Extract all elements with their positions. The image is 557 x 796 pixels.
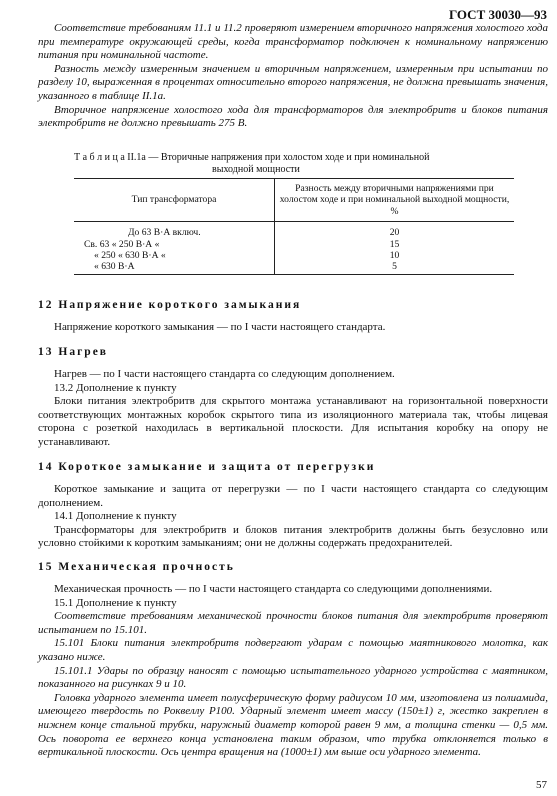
section-15-text-2: 15.1 Дополнение к пункту <box>54 596 177 609</box>
section-13-text-1: Нагрев — по I части настоящего стандарта со следующим дополнением. <box>54 368 395 380</box>
intro-paragraph-3: Вторичное напряжение холостого хода для трансформаторов для электробритв и блоков питания электробритв не должно превышать 275 В. <box>38 103 548 130</box>
row-value: 20 <box>389 227 400 239</box>
table-row <box>74 239 514 250</box>
intro-block <box>38 22 548 131</box>
intro-paragraph-1: Соответствие требованиям 11.1 и 11.2 проверяют измерением вторичного напряжения холостого хода при температуре окружающей среды, когда трансформатор подключен к номинальному напряжению питания при номинальной частоте. <box>38 22 548 62</box>
section-12-body <box>38 321 548 335</box>
table-row <box>74 222 514 239</box>
section-15-text-5: 15.101.1 Удары по образцу наносят с помощью испытательного ударного устройства с маятником, показанного на рисунках 9 и 10. <box>38 664 548 691</box>
section-13-title: 13 Нагрев <box>38 346 109 358</box>
section-15-title: 15 Механическая прочность <box>38 561 235 573</box>
page-number: 57 <box>536 779 547 791</box>
table-row <box>74 261 514 274</box>
section-12-text: Напряжение короткого замыкания — по I части настоящего стандарта. <box>54 321 386 333</box>
col-header-difference: Разность между вторичными напряжениями при холостом ходе и при номинальной выходной мощности, % <box>275 179 515 222</box>
table-header-row <box>74 179 514 222</box>
row-type: « 630 В·А <box>74 261 275 274</box>
section-12-title: 12 Напряжение короткого замыкания <box>38 299 302 311</box>
intro-paragraph-2: Разность между измеренным значением и вторичным напряжением, измеренным при испытании по разделу 10, выраженная в процентах относительно второго напряжения, не должна превышать значения, указанного в таблице II.1а. <box>38 62 548 102</box>
table-caption-line-1: Т а б л и ц а II.1а — Вторичные напряжения при холостом ходе и при номинальной <box>74 152 430 163</box>
section-14-text-2: 14.1 Дополнение к пункту <box>54 510 177 523</box>
col-header-type: Тип трансформатора <box>74 179 275 222</box>
section-14-text-1: Короткое замыкание и защита от перегрузки — по I части настоящего стандарта со следующим дополнением. <box>38 483 548 509</box>
table-caption <box>74 152 504 176</box>
section-13-text-3: Блоки питания электробритв для скрытого монтажа устанавливают на горизонтальной поверхности соответствующих монтажных коробок скрытого типа из изоляционного материала так, чтобы лицевая сторона с розеткой находилась в вертикальной плоскости. Для испытания коробку на опору не устанавливают. <box>38 395 548 448</box>
section-15-text-3: Соответствие требованиям механической прочности блоков питания для электробритв проверяют испытанием по 15.101. <box>38 610 548 636</box>
row-type: Св. 63 « 250 В·А « <box>74 239 275 250</box>
row-value: 10 <box>389 250 400 262</box>
section-14-title: 14 Короткое замыкание и защита от перегрузки <box>38 461 376 473</box>
section-15-text-1: Механическая прочность — по I части настоящего стандарта со следующими дополнениями. <box>54 583 493 595</box>
section-13-body <box>38 368 548 450</box>
section-14-body <box>38 483 548 551</box>
row-value: 5 <box>275 261 515 274</box>
row-type: До 63 В·А включ. <box>74 222 275 239</box>
section-13-text-2: 13.2 Дополнение к пункту <box>54 381 177 394</box>
row-value: 15 <box>389 238 400 250</box>
section-15-text-6: Головка ударного элемента имеет полусферическую форму радиусом 10 мм, изготовлена из полиамида, имеющего твердость по Роквеллу Р100. Ударный элемент имеет массу (150±1) г, жестко закреплен в нижнем конце стальной трубки, наружный диаметр которой равен 9 мм, а толщина стенки — 0,5 мм. Ось поворота ее верхнего конца установлена таким образом, что трубка отклоняется только в вертикальной плоскости. Ось центра вращения на (1000±1) мм выше оси ударного элемента. <box>38 691 548 759</box>
section-14-text-3: Трансформаторы для электробритв и блоков питания электробритв должны быть безусловно или условно стойкими к коротким замыканиям; они не должны содержать предохранителей. <box>38 523 548 550</box>
section-15-body <box>38 583 548 760</box>
table-row <box>74 250 514 261</box>
voltage-table <box>74 178 514 275</box>
row-type: « 250 « 630 В·А « <box>74 250 275 261</box>
table-caption-line-2: выходной мощности <box>212 164 300 175</box>
standard-header: ГОСТ 30030—93 <box>448 7 547 22</box>
section-15-text-4: 15.101 Блоки питания электробритв подвергают ударам с помощью маятникового молотка, как указано ниже. <box>38 637 548 663</box>
